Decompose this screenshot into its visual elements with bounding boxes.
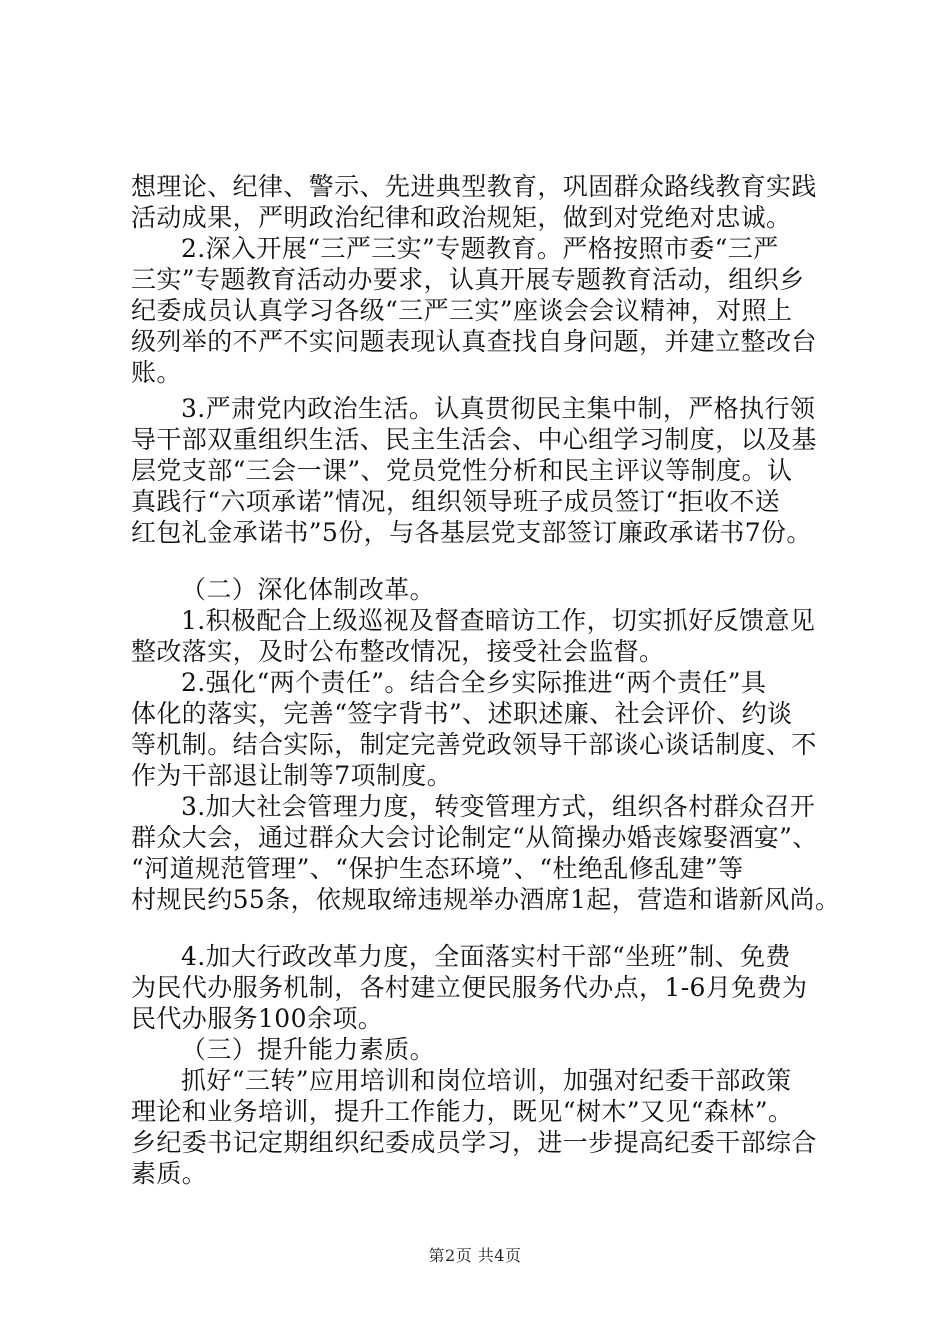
body-line: 作为干部退让制等7项制度。 [131, 761, 453, 790]
body-line: 账。 [131, 358, 182, 387]
body-line: 2.强化“两个责任”。结合全乡实际推进“两个责任”具 [181, 668, 767, 697]
body-line: 素质。 [131, 1159, 208, 1188]
section-heading: （三）提升能力素质。 [181, 1035, 436, 1064]
body-line: 4.加大行政改革力度，全面落实村干部“坐班”制、免费 [181, 942, 791, 971]
body-line: 民代办服务100余项。 [131, 1004, 384, 1033]
body-line: 活动成果，严明政治纪律和政治规矩，做到对党绝对忠诚。 [131, 203, 792, 232]
body-line: “河道规范管理”、“保护生态环境”、“杜绝乱修乱建”等 [131, 854, 744, 883]
body-line: 级列举的不严不实问题表现认真查找自身问题，并建立整改台 [131, 327, 817, 356]
body-line: 2.深入开展“三严三实”专题教育。严格按照市委“三严 [181, 234, 779, 263]
body-line: 理论和业务培训，提升工作能力，既见“树木”又见“森林”。 [131, 1097, 794, 1126]
body-line: 抓好“三转”应用培训和岗位培训，加强对纪委干部政策 [181, 1066, 792, 1095]
body-line: 真践行“六项承诺”情况，组织领导班子成员签订“拒收不送 [131, 487, 781, 516]
body-line: 等机制。结合实际，制定完善党政领导干部谈心谈话制度、不 [131, 730, 817, 759]
body-line: 3.严肃党内政治生活。认真贯彻民主集中制，严格执行领 [181, 394, 816, 423]
body-line: 1.积极配合上级巡视及督查暗访工作，切实抓好反馈意见 [181, 606, 816, 635]
page-number-footer: 第2页 共4页 [428, 1246, 522, 1265]
body-line: 导干部双重组织生活、民主生活会、中心组学习制度，以及基 [131, 425, 817, 454]
body-line: 层党支部“三会一课”、党员党性分析和民主评议等制度。认 [131, 456, 793, 485]
body-line: 群众大会，通过群众大会讨论制定“从简操办婚丧嫁娶酒宴”、 [131, 823, 818, 852]
body-line: 整改落实，及时公布整改情况，接受社会监督。 [131, 637, 665, 666]
body-line: 纪委成员认真学习各级“三严三实”座谈会会议精神，对照上 [131, 296, 793, 325]
body-line: 红包礼金承诺书”5份，与各基层党支部签订廉政承诺书7份。 [131, 518, 812, 547]
body-line: 3.加大社会管理力度，转变管理方式，组织各村群众召开 [181, 792, 816, 821]
body-line: 乡纪委书记定期组织纪委成员学习，进一步提高纪委干部综合 [131, 1128, 817, 1157]
body-line: 村规民约55条，依规取缔违规举办酒席1起，营造和谐新风尚。 [131, 885, 841, 914]
body-line: 想理论、纪律、警示、先进典型教育，巩固群众路线教育实践 [131, 172, 817, 201]
body-line: 三实”专题教育活动办要求，认真开展专题教育活动，组织乡 [131, 265, 805, 294]
body-line: 体化的落实，完善“签字背书”、述职述廉、社会评价、约谈 [131, 699, 793, 728]
body-line: 为民代办服务机制，各村建立便民服务代办点，1-6月免费为 [131, 973, 808, 1002]
section-heading: （二）深化体制改革。 [181, 575, 436, 604]
document-body [131, 171, 841, 1189]
